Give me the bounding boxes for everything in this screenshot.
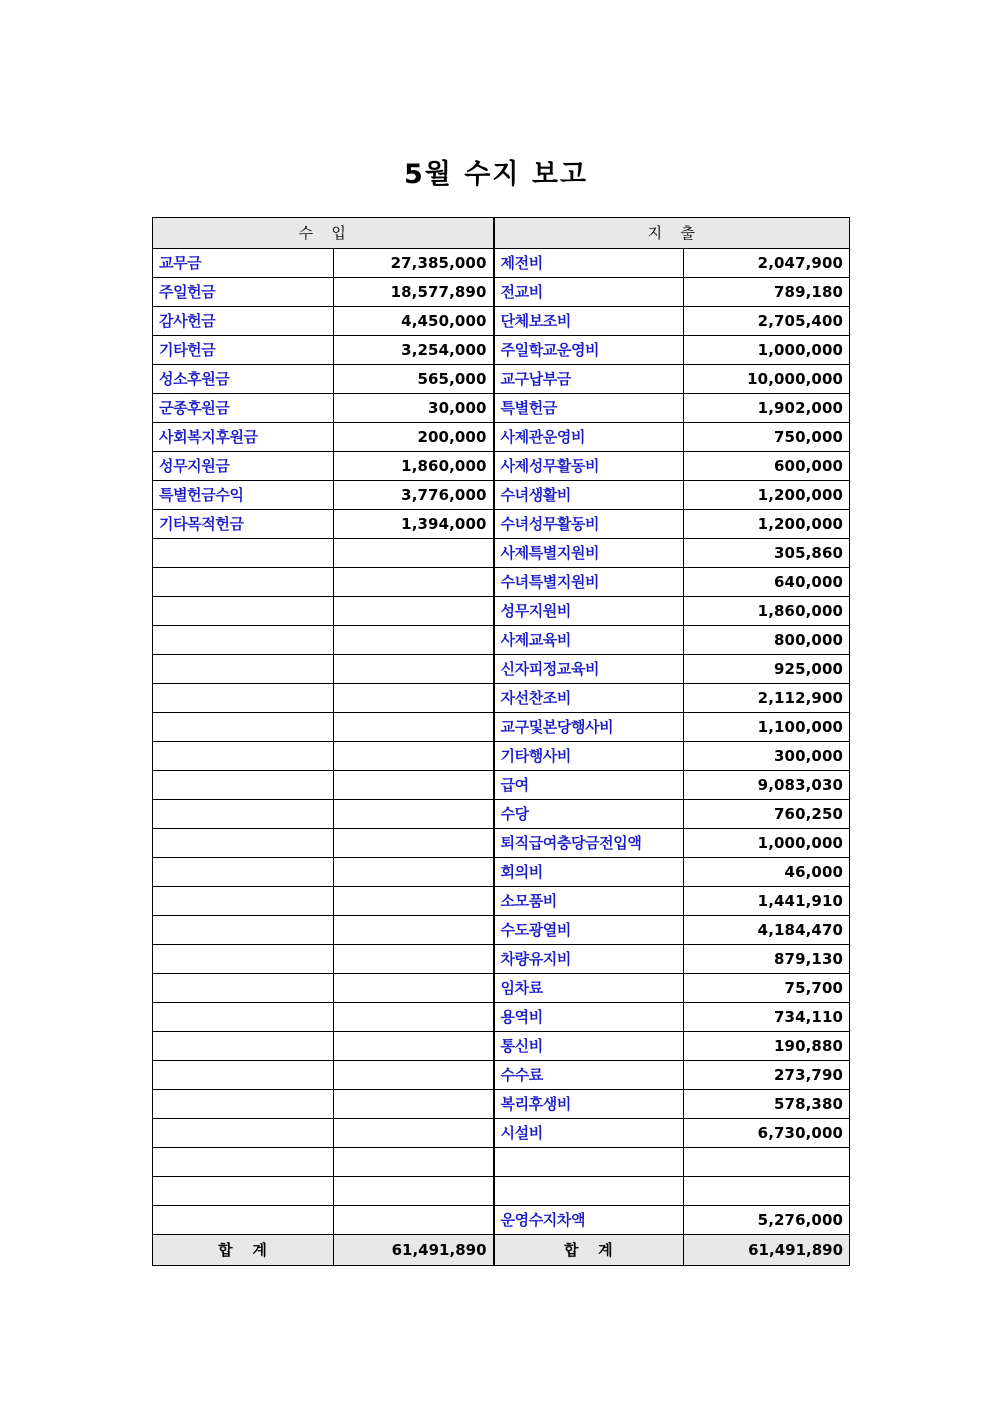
income-item-amount [334, 655, 494, 684]
income-item-amount: 1,860,000 [334, 452, 494, 481]
total-row [153, 1235, 850, 1266]
income-item-label [153, 829, 334, 858]
income-item-amount [334, 539, 494, 568]
expense-item-amount: 1,902,000 [684, 394, 850, 423]
income-item-amount [334, 568, 494, 597]
expense-item-label: 통신비 [494, 1032, 684, 1061]
expense-item-label: 차량유지비 [494, 945, 684, 974]
income-item-amount [334, 858, 494, 887]
income-item-label [153, 1090, 334, 1119]
expense-item-amount: 1,200,000 [684, 510, 850, 539]
income-item-label [153, 1206, 334, 1235]
expense-item-amount: 925,000 [684, 655, 850, 684]
income-item-amount: 4,450,000 [334, 307, 494, 336]
table-row [153, 1119, 850, 1148]
expense-item-amount: 1,860,000 [684, 597, 850, 626]
table-footer [153, 1235, 850, 1266]
expense-item-amount: 750,000 [684, 423, 850, 452]
table-row [153, 365, 850, 394]
income-item-label [153, 1032, 334, 1061]
expense-item-label: 사제관운영비 [494, 423, 684, 452]
expense-item-label: 교구및본당행사비 [494, 713, 684, 742]
table-row [153, 539, 850, 568]
income-item-amount [334, 1032, 494, 1061]
table-row [153, 249, 850, 278]
expense-item-amount [684, 1177, 850, 1206]
expense-item-label: 주일학교운영비 [494, 336, 684, 365]
table-row [153, 1177, 850, 1206]
table-row [153, 307, 850, 336]
total-amount-income: 61,491,890 [334, 1235, 494, 1266]
income-item-amount: 565,000 [334, 365, 494, 394]
income-item-label: 성소후원금 [153, 365, 334, 394]
income-item-amount [334, 800, 494, 829]
expense-item-amount: 640,000 [684, 568, 850, 597]
expense-item-amount: 760,250 [684, 800, 850, 829]
expense-item-amount: 4,184,470 [684, 916, 850, 945]
income-item-amount: 18,577,890 [334, 278, 494, 307]
expense-item-label: 신자피정교육비 [494, 655, 684, 684]
income-item-label [153, 713, 334, 742]
expense-item-amount: 273,790 [684, 1061, 850, 1090]
income-item-label [153, 539, 334, 568]
expense-item-label: 급여 [494, 771, 684, 800]
table-row [153, 974, 850, 1003]
expense-item-label: 교구납부금 [494, 365, 684, 394]
expense-item-label [494, 1148, 684, 1177]
expense-item-amount: 190,880 [684, 1032, 850, 1061]
table-row [153, 510, 850, 539]
table-row [153, 829, 850, 858]
income-item-amount [334, 1003, 494, 1032]
table-row [153, 858, 850, 887]
expense-item-label: 단체보조비 [494, 307, 684, 336]
income-item-label [153, 1177, 334, 1206]
expense-item-amount: 800,000 [684, 626, 850, 655]
income-item-label [153, 1148, 334, 1177]
budget-report-table-wrapper [152, 217, 849, 1266]
table-row [153, 423, 850, 452]
expense-item-label: 전교비 [494, 278, 684, 307]
expense-item-label: 수녀생활비 [494, 481, 684, 510]
table-row [153, 336, 850, 365]
expense-item-amount: 578,380 [684, 1090, 850, 1119]
table-row [153, 1206, 850, 1235]
expense-item-amount: 2,047,900 [684, 249, 850, 278]
expense-item-amount: 1,000,000 [684, 336, 850, 365]
income-item-label: 감사헌금 [153, 307, 334, 336]
page-title: 5월 수지 보고 [404, 159, 588, 190]
income-item-label [153, 974, 334, 1003]
expense-item-label: 시설비 [494, 1119, 684, 1148]
table-row [153, 481, 850, 510]
table-row [153, 1061, 850, 1090]
table-row [153, 916, 850, 945]
budget-report-table [152, 217, 850, 1266]
income-item-amount [334, 742, 494, 771]
expense-item-amount: 75,700 [684, 974, 850, 1003]
income-item-label: 사회복지후원금 [153, 423, 334, 452]
expense-item-label: 제전비 [494, 249, 684, 278]
income-item-label [153, 568, 334, 597]
table-row [153, 684, 850, 713]
income-item-label: 기타목적헌금 [153, 510, 334, 539]
income-item-amount [334, 887, 494, 916]
table-row [153, 568, 850, 597]
table-row [153, 771, 850, 800]
income-item-amount: 1,394,000 [334, 510, 494, 539]
total-label-income: 합 계 [153, 1235, 334, 1266]
expense-item-label: 수수료 [494, 1061, 684, 1090]
income-item-label [153, 771, 334, 800]
table-row [153, 655, 850, 684]
expense-item-label: 수당 [494, 800, 684, 829]
expense-item-amount: 1,200,000 [684, 481, 850, 510]
expense-item-amount [684, 1148, 850, 1177]
income-item-amount [334, 597, 494, 626]
income-item-amount [334, 1119, 494, 1148]
table-row [153, 1003, 850, 1032]
income-item-amount: 30,000 [334, 394, 494, 423]
income-item-label [153, 626, 334, 655]
income-item-label: 주일헌금 [153, 278, 334, 307]
table-row [153, 800, 850, 829]
total-amount-expense: 61,491,890 [684, 1235, 850, 1266]
income-item-label [153, 1003, 334, 1032]
expense-item-label: 사제성무활동비 [494, 452, 684, 481]
expense-item-label: 용역비 [494, 1003, 684, 1032]
income-item-amount [334, 1148, 494, 1177]
income-item-amount [334, 771, 494, 800]
expense-item-amount: 6,730,000 [684, 1119, 850, 1148]
income-item-label [153, 916, 334, 945]
income-item-amount [334, 974, 494, 1003]
income-item-label [153, 742, 334, 771]
expense-item-amount: 1,441,910 [684, 887, 850, 916]
income-item-amount: 3,254,000 [334, 336, 494, 365]
income-item-label [153, 887, 334, 916]
expense-item-amount: 2,705,400 [684, 307, 850, 336]
expense-item-label: 수도광열비 [494, 916, 684, 945]
expense-item-label: 특별헌금 [494, 394, 684, 423]
income-item-amount: 200,000 [334, 423, 494, 452]
expense-item-amount: 9,083,030 [684, 771, 850, 800]
expense-item-amount: 789,180 [684, 278, 850, 307]
expense-item-amount: 305,860 [684, 539, 850, 568]
income-item-label: 기타헌금 [153, 336, 334, 365]
table-body [153, 249, 850, 1235]
expense-item-label: 회의비 [494, 858, 684, 887]
expense-item-label: 퇴직급여충당금전입액 [494, 829, 684, 858]
table-header-row [153, 218, 850, 249]
expense-item-label: 임차료 [494, 974, 684, 1003]
expense-item-amount: 2,112,900 [684, 684, 850, 713]
table-row [153, 394, 850, 423]
income-item-label [153, 1061, 334, 1090]
income-item-label [153, 655, 334, 684]
table-row [153, 713, 850, 742]
table-row [153, 887, 850, 916]
expense-item-amount: 5,276,000 [684, 1206, 850, 1235]
income-item-amount [334, 626, 494, 655]
expense-item-label: 사제특별지원비 [494, 539, 684, 568]
expense-item-label: 자선찬조비 [494, 684, 684, 713]
table-row [153, 1090, 850, 1119]
income-item-amount [334, 916, 494, 945]
income-item-amount [334, 713, 494, 742]
table-row [153, 278, 850, 307]
table-header [153, 218, 850, 249]
income-item-amount [334, 945, 494, 974]
expense-item-label [494, 1177, 684, 1206]
income-item-amount: 27,385,000 [334, 249, 494, 278]
total-label-expense: 합 계 [494, 1235, 684, 1266]
income-item-amount [334, 1090, 494, 1119]
expense-item-label: 기타행사비 [494, 742, 684, 771]
expense-item-amount: 300,000 [684, 742, 850, 771]
expense-item-label: 복리후생비 [494, 1090, 684, 1119]
income-item-label [153, 684, 334, 713]
expense-item-label: 사제교육비 [494, 626, 684, 655]
income-item-label: 성무지원금 [153, 452, 334, 481]
expense-item-amount: 879,130 [684, 945, 850, 974]
table-row [153, 597, 850, 626]
expense-item-label: 소모품비 [494, 887, 684, 916]
expense-item-amount: 600,000 [684, 452, 850, 481]
table-row [153, 1032, 850, 1061]
income-item-amount: 3,776,000 [334, 481, 494, 510]
income-item-amount [334, 1061, 494, 1090]
expense-item-label: 수녀특별지원비 [494, 568, 684, 597]
income-item-label [153, 597, 334, 626]
expense-item-amount: 1,100,000 [684, 713, 850, 742]
income-item-label: 교무금 [153, 249, 334, 278]
table-row [153, 945, 850, 974]
income-item-amount [334, 829, 494, 858]
income-item-label: 군종후원금 [153, 394, 334, 423]
income-item-label [153, 945, 334, 974]
income-item-label [153, 858, 334, 887]
expense-item-amount: 734,110 [684, 1003, 850, 1032]
expense-item-amount: 1,000,000 [684, 829, 850, 858]
income-item-label [153, 800, 334, 829]
income-item-label [153, 1119, 334, 1148]
expense-item-amount: 10,000,000 [684, 365, 850, 394]
income-item-amount [334, 1177, 494, 1206]
income-item-amount [334, 684, 494, 713]
table-row [153, 626, 850, 655]
column-header-income: 수 입 [153, 218, 494, 249]
expense-item-label: 성무지원비 [494, 597, 684, 626]
table-row [153, 1148, 850, 1177]
table-row [153, 452, 850, 481]
table-row [153, 742, 850, 771]
income-item-label: 특별헌금수익 [153, 481, 334, 510]
column-header-expense: 지 출 [494, 218, 850, 249]
expense-item-amount: 46,000 [684, 858, 850, 887]
income-item-amount [334, 1206, 494, 1235]
expense-item-label: 수녀성무활동비 [494, 510, 684, 539]
expense-item-label: 운영수지차액 [494, 1206, 684, 1235]
